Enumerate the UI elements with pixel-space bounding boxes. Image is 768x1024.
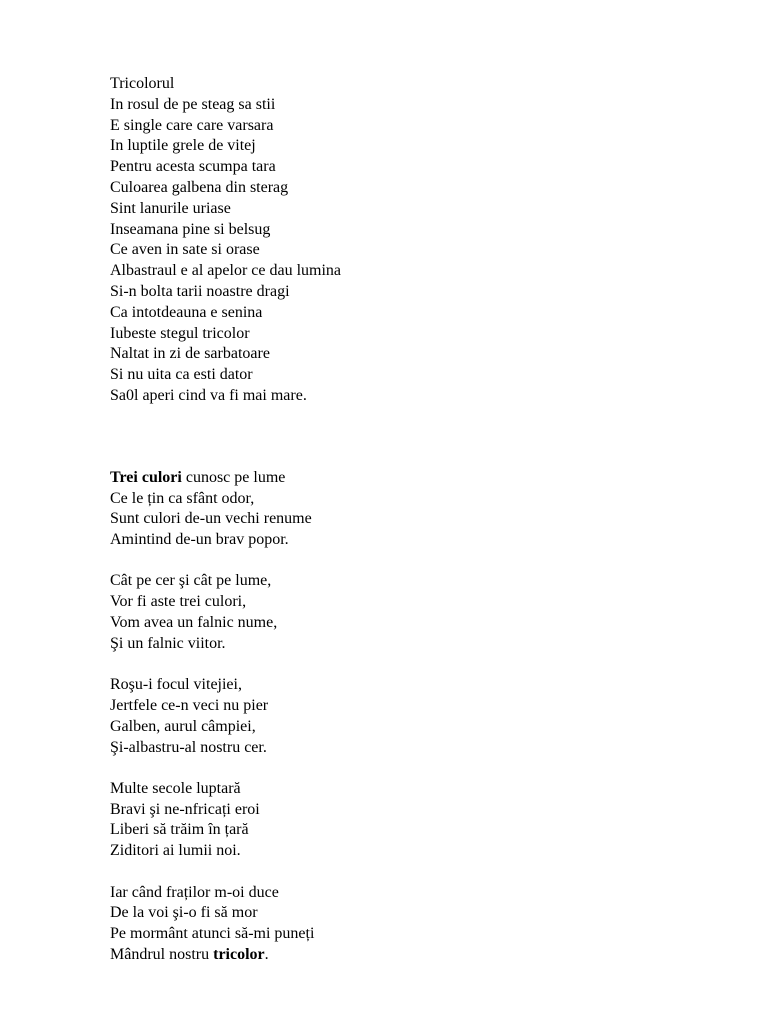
poem-line: Bravi şi ne-nfricați eroi [110, 800, 260, 818]
poem-line: Sa0l aperi cind va fi mai mare. [110, 386, 307, 404]
stanza-3 [110, 675, 730, 758]
poem-line: Si nu uita ca esti dator [110, 366, 253, 384]
poem-line: Şi un falnic viitor. [110, 634, 226, 652]
poem-line: Si-n bolta tarii noastre dragi [110, 282, 290, 300]
poem-line: Galben, aurul câmpiei, [110, 717, 256, 735]
poem-trei-culori [110, 468, 730, 966]
stanza-2 [110, 571, 730, 654]
poem-line: Liberi să trăim în țară [110, 821, 249, 839]
poem-line: Albastraul e al apelor ce dau lumina [110, 262, 342, 280]
document-page [110, 74, 730, 966]
stanza-4 [110, 779, 730, 862]
poem-line: Ziditori ai lumii noi. [110, 842, 241, 860]
poem-line: Iar când fraților m-oi duce [110, 883, 279, 901]
poem-line [110, 945, 730, 966]
poem-line: Inseamana pine si belsug [110, 220, 271, 238]
poem-line: Naltat in zi de sarbatoare [110, 345, 270, 363]
poem-line: Pe mormânt atunci să-mi puneți [110, 925, 315, 943]
poem-line: In rosul de pe steag sa stii [110, 95, 276, 113]
bold-phrase: tricolor [213, 945, 265, 963]
poem-line: Şi-albastru-al nostru cer. [110, 738, 267, 756]
poem-line: Vom avea un falnic nume, [110, 614, 278, 632]
poem-line: Amintind de-un brav popor. [110, 531, 289, 549]
poem-line: Ce le țin ca sfânt odor, [110, 489, 255, 507]
line-text: Mândrul nostru [110, 945, 214, 963]
bold-phrase: Trei culori [110, 468, 182, 486]
poem-line: De la voi şi-o fi să mor [110, 904, 258, 922]
stanza-1 [110, 468, 730, 551]
poem-line: In luptile grele de vitej [110, 137, 256, 155]
poem-line: Iubeste stegul tricolor [110, 324, 250, 342]
poem-line: Roşu-i focul vitejiei, [110, 676, 242, 694]
poem-line: Ca intotdeauna e senina [110, 303, 263, 321]
poem-line: Vor fi aste trei culori, [110, 593, 247, 611]
poem-line: Sint lanurile uriase [110, 199, 231, 217]
poem-line: Jertfele ce-n veci nu pier [110, 696, 269, 714]
poem-line: Sunt culori de-un vechi renume [110, 510, 312, 528]
poem-line: Multe secole luptară [110, 779, 241, 797]
poem-line [110, 468, 730, 489]
poem-title: Tricolorul [110, 75, 175, 92]
poem-line: Pentru acesta scumpa tara [110, 158, 276, 176]
poem-tricolorul [110, 74, 730, 407]
line-text: . [264, 945, 269, 963]
poem-line: Cât pe cer şi cât pe lume, [110, 572, 272, 590]
poem-line: Culoarea galbena din sterag [110, 178, 289, 196]
poem-line: E single care care varsara [110, 116, 274, 134]
poem-line: Ce aven in sate si orase [110, 241, 260, 259]
line-text: cunosc pe lume [181, 468, 286, 486]
stanza-5 [110, 883, 730, 966]
